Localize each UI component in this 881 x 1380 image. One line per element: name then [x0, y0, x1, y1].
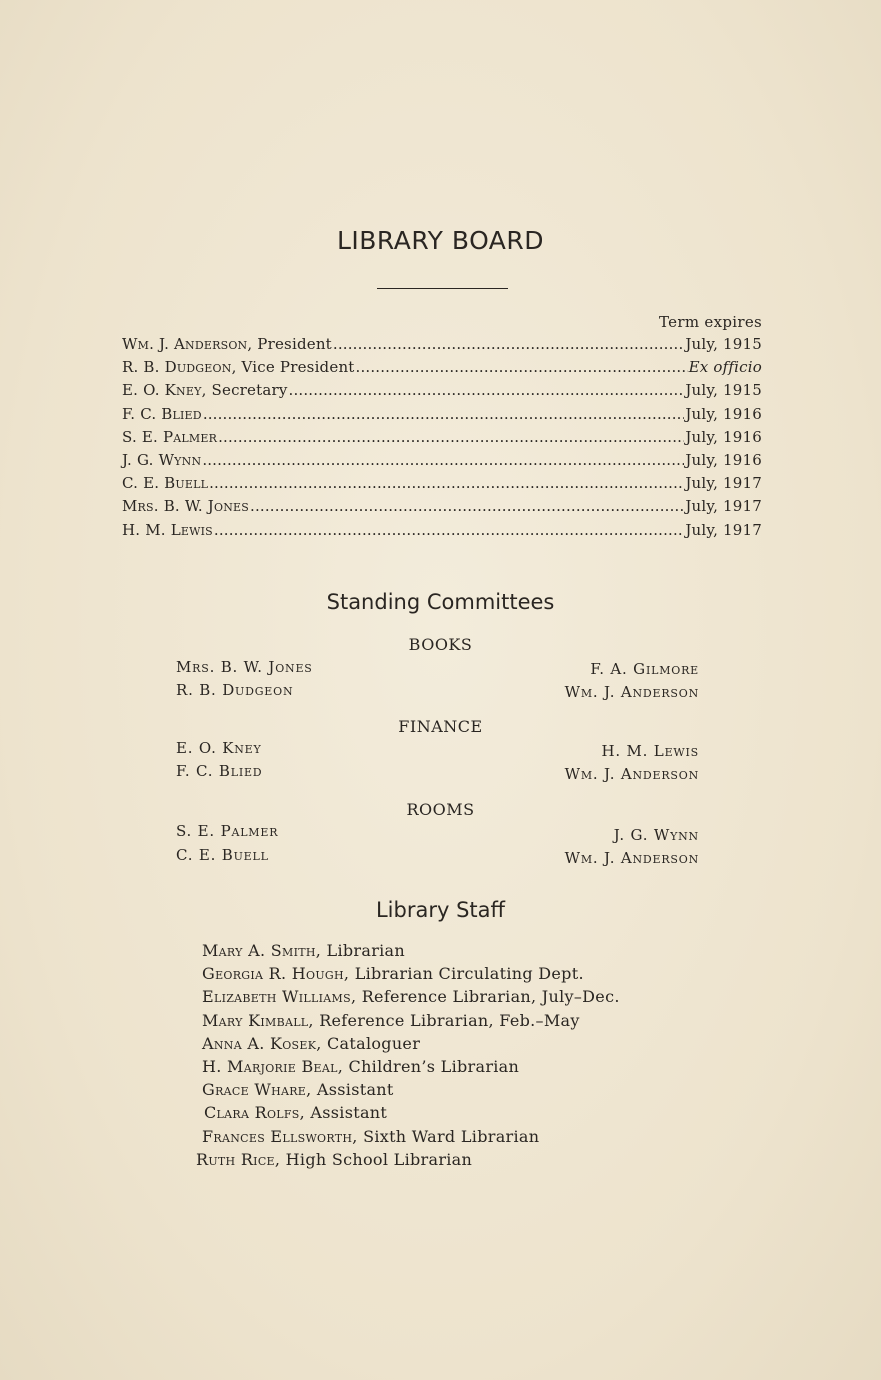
- dot-leader: [209, 474, 684, 492]
- board-member-name: S. E. Palmer: [122, 427, 218, 446]
- staff-row: [202, 964, 620, 987]
- committee-member: C. E. Buell: [176, 846, 269, 864]
- staff-row: [202, 941, 620, 964]
- board-member-term: July, 1916: [685, 427, 762, 446]
- board-member-term: July, 1916: [685, 404, 762, 423]
- dot-leader: [250, 497, 684, 515]
- staff-row: [196, 1150, 620, 1173]
- committee-member: Wm. J. Anderson: [564, 765, 699, 783]
- board-member-name: F. C. Blied: [122, 404, 202, 423]
- staff-name: Georgia R. Hough: [202, 964, 344, 984]
- title-rule: [377, 288, 508, 289]
- board-member-term: July, 1917: [685, 520, 762, 539]
- dot-leader: [214, 521, 684, 539]
- board-member-role: , President: [247, 335, 332, 353]
- staff-role: , Reference Librarian, Feb.–May: [308, 1010, 580, 1030]
- staff-role: , High School Librarian: [274, 1149, 473, 1169]
- dot-leader: [289, 381, 685, 399]
- staff-role: , Cataloguer: [316, 1033, 421, 1053]
- staff-role: , Reference Librarian, July–Dec.: [350, 987, 620, 1007]
- staff-row: [202, 987, 620, 1010]
- committee-member: J. G. Wynn: [613, 826, 699, 844]
- committee-member: E. O. Kney: [176, 739, 262, 757]
- staff-name: Grace Whare: [202, 1080, 307, 1100]
- dot-leader: [202, 451, 684, 469]
- board-member-row: [122, 428, 762, 451]
- staff-row: [202, 1103, 620, 1126]
- committee-member: Wm. J. Anderson: [564, 849, 699, 867]
- staff-row: [202, 1034, 620, 1057]
- staff-row: [202, 1011, 620, 1034]
- staff-name: Elizabeth Williams: [202, 987, 351, 1007]
- board-member-row: [122, 405, 762, 428]
- board-member-role: , Secretary: [201, 381, 288, 400]
- staff-role: , Assistant: [299, 1103, 388, 1123]
- term-expires-header: Term expires: [659, 313, 762, 331]
- staff-role: , Children’s Librarian: [337, 1056, 520, 1076]
- committee-books-heading: BOOKS: [408, 635, 473, 654]
- staff-row: [202, 1057, 620, 1080]
- dot-leader: [218, 428, 684, 446]
- board-member-role: , Vice President: [231, 358, 355, 377]
- board-member-name: E. O. Kney: [122, 381, 202, 400]
- staff-role: , Sixth Ward Librarian: [352, 1126, 540, 1146]
- board-member-term: July, 1917: [685, 497, 762, 516]
- board-member-name: J. G. Wynn: [122, 450, 202, 469]
- staff-name: Mary Kimball: [202, 1010, 309, 1030]
- board-member-name: Wm. J. Anderson: [122, 335, 248, 353]
- board-member-term: Ex officio: [688, 358, 762, 377]
- staff-role: , Assistant: [306, 1080, 394, 1100]
- dot-leader: [333, 335, 684, 353]
- board-member-row: [122, 497, 762, 520]
- committee-member: Mrs. B. W. Jones: [176, 658, 313, 676]
- board-member-row: [122, 474, 762, 497]
- committee-member: S. E. Palmer: [176, 822, 279, 840]
- staff-role: , Librarian: [315, 941, 406, 960]
- board-member-row: [122, 358, 762, 381]
- committee-member: H. M. Lewis: [601, 742, 699, 760]
- committee-member: F. A. Gilmore: [590, 660, 699, 678]
- board-member-term: July, 1915: [685, 335, 762, 353]
- dot-leader: [203, 405, 685, 423]
- board-member-row: [122, 521, 762, 544]
- board-member-term: July, 1917: [685, 474, 762, 493]
- committee-member: F. C. Blied: [176, 762, 263, 780]
- board-members-list: [122, 335, 762, 544]
- staff-name: H. Marjorie Beal: [202, 1056, 338, 1076]
- board-member-term: July, 1915: [685, 381, 762, 400]
- page-title: LIBRARY BOARD: [336, 226, 545, 255]
- board-member-name: Mrs. B. W. Jones: [122, 497, 250, 516]
- staff-row: [202, 1127, 620, 1150]
- board-member-row: [122, 381, 762, 404]
- staff-name: Clara Rolfs: [204, 1103, 300, 1123]
- staff-role: , Librarian Circulating Dept.: [343, 964, 584, 984]
- board-member-name: R. B. Dudgeon: [122, 358, 232, 377]
- dot-leader: [356, 358, 688, 376]
- staff-name: Frances Ellsworth: [202, 1126, 353, 1146]
- staff-name: Mary A. Smith: [202, 941, 316, 960]
- library-staff-list: [196, 941, 620, 1173]
- staff-row: [202, 1080, 620, 1103]
- committee-finance-heading: FINANCE: [398, 717, 483, 736]
- standing-committees-heading: Standing Committees: [326, 590, 555, 614]
- staff-name: Ruth Rice: [196, 1149, 275, 1169]
- committee-member: R. B. Dudgeon: [176, 681, 294, 699]
- board-member-name: H. M. Lewis: [122, 520, 213, 539]
- library-staff-heading: Library Staff: [375, 898, 505, 922]
- board-member-row: [122, 335, 762, 358]
- committee-rooms-heading: ROOMS: [406, 800, 475, 819]
- board-member-name: C. E. Buell: [122, 474, 209, 493]
- board-member-row: [122, 451, 762, 474]
- staff-name: Anna A. Kosek: [202, 1033, 317, 1053]
- board-member-term: July, 1916: [685, 450, 762, 469]
- committee-member: Wm. J. Anderson: [564, 683, 699, 701]
